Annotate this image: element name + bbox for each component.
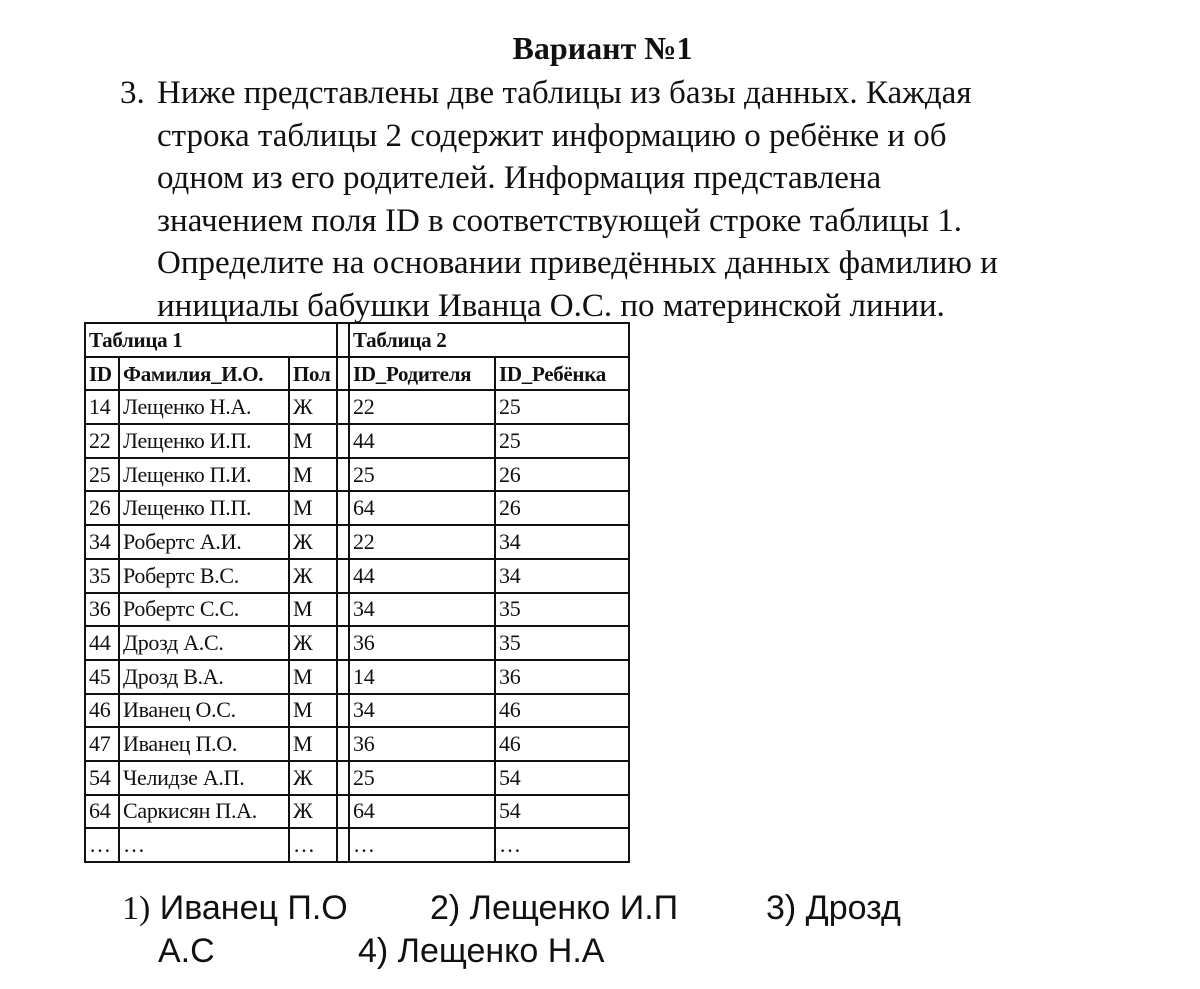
table1-cell-fio: Робертс В.С. xyxy=(119,559,289,593)
table1-caption: Таблица 1 xyxy=(85,323,337,357)
answer-option-1-number: 1) xyxy=(122,890,151,927)
table2-cell-child-id: 25 xyxy=(495,424,629,458)
table-separator xyxy=(337,357,349,391)
table1-cell-pol: Ж xyxy=(289,525,337,559)
table-row xyxy=(85,694,629,728)
answer-options xyxy=(122,887,901,972)
table1-header-fio: Фамилия_И.О. xyxy=(119,357,289,391)
table1-cell-fio: … xyxy=(119,828,289,862)
table-caption-row xyxy=(85,323,629,357)
task-line: одном из его родителей. Информация представлена xyxy=(157,160,882,197)
table-row xyxy=(85,390,629,424)
table2-cell-child-id: 25 xyxy=(495,390,629,424)
answer-row xyxy=(122,887,901,930)
task-line: значением поля ID в соответствующей строке таблицы 1. xyxy=(157,202,963,239)
table1-cell-id: 45 xyxy=(85,660,119,694)
table-separator xyxy=(337,491,349,525)
table1-cell-fio: Робертс С.С. xyxy=(119,593,289,627)
table1-cell-id: 26 xyxy=(85,491,119,525)
table1-cell-id: 22 xyxy=(85,424,119,458)
database-tables-body xyxy=(85,323,629,862)
table1-header-id: ID xyxy=(85,357,119,391)
table-row xyxy=(85,424,629,458)
answer-option-1-text: Иванец П.О xyxy=(159,889,348,927)
table-separator xyxy=(337,525,349,559)
table2-cell-parent-id: 44 xyxy=(349,424,495,458)
table1-cell-pol: М xyxy=(289,458,337,492)
table-separator xyxy=(337,828,349,862)
table1-cell-pol: М xyxy=(289,593,337,627)
table1-cell-id: 47 xyxy=(85,727,119,761)
table-row xyxy=(85,795,629,829)
table1-cell-id: 35 xyxy=(85,559,119,593)
table2-caption: Таблица 2 xyxy=(349,323,629,357)
table-row xyxy=(85,559,629,593)
table2-cell-parent-id: 34 xyxy=(349,593,495,627)
table-separator xyxy=(337,458,349,492)
table1-cell-fio: Робертс А.И. xyxy=(119,525,289,559)
table2-cell-child-id: 54 xyxy=(495,795,629,829)
table2-cell-parent-id: 34 xyxy=(349,694,495,728)
table1-cell-fio: Дрозд А.С. xyxy=(119,626,289,660)
table-separator xyxy=(337,593,349,627)
table-row xyxy=(85,458,629,492)
table2-header-parent: ID_Родителя xyxy=(349,357,495,391)
table2-cell-parent-id: 64 xyxy=(349,491,495,525)
table-separator xyxy=(337,323,349,357)
table2-header-child: ID_Ребёнка xyxy=(495,357,629,391)
table1-cell-fio: Иванец П.О. xyxy=(119,727,289,761)
table-separator xyxy=(337,660,349,694)
table1-cell-fio: Лещенко П.И. xyxy=(119,458,289,492)
table1-cell-pol: М xyxy=(289,694,337,728)
table2-cell-child-id: 35 xyxy=(495,626,629,660)
table1-cell-id: 36 xyxy=(85,593,119,627)
table-separator xyxy=(337,424,349,458)
table-row xyxy=(85,660,629,694)
table2-cell-parent-id: 25 xyxy=(349,761,495,795)
table2-cell-parent-id: 22 xyxy=(349,525,495,559)
task-line: инициалы бабушки Иванца О.С. по материнской линии. xyxy=(157,287,945,324)
answer-option-4: 4) Лещенко Н.А xyxy=(358,932,605,970)
table2-cell-child-id: 46 xyxy=(495,694,629,728)
table2-cell-parent-id: 64 xyxy=(349,795,495,829)
task-body xyxy=(157,72,1120,328)
table2-cell-child-id: 34 xyxy=(495,525,629,559)
table-row xyxy=(85,828,629,862)
table-separator xyxy=(337,761,349,795)
table1-cell-fio: Лещенко Н.А. xyxy=(119,390,289,424)
table2-cell-child-id: 34 xyxy=(495,559,629,593)
table-row xyxy=(85,626,629,660)
table-separator xyxy=(337,795,349,829)
table2-cell-parent-id: 22 xyxy=(349,390,495,424)
table2-cell-parent-id: 14 xyxy=(349,660,495,694)
table2-cell-parent-id: 36 xyxy=(349,727,495,761)
table1-cell-pol: М xyxy=(289,727,337,761)
table-header-row xyxy=(85,357,629,391)
table-separator xyxy=(337,727,349,761)
table2-cell-child-id: 35 xyxy=(495,593,629,627)
table2-cell-child-id: 54 xyxy=(495,761,629,795)
table-row xyxy=(85,491,629,525)
table1-cell-fio: Челидзе А.П. xyxy=(119,761,289,795)
table2-cell-child-id: 26 xyxy=(495,491,629,525)
table1-cell-pol: Ж xyxy=(289,795,337,829)
table1-cell-id: 44 xyxy=(85,626,119,660)
table-separator xyxy=(337,559,349,593)
table1-cell-pol: Ж xyxy=(289,626,337,660)
table2-cell-parent-id: 36 xyxy=(349,626,495,660)
table1-cell-fio: Лещенко П.П. xyxy=(119,491,289,525)
task-number: 3. xyxy=(120,75,145,111)
table2-cell-parent-id: 25 xyxy=(349,458,495,492)
table1-cell-pol: Ж xyxy=(289,761,337,795)
answer-option-2: 2) Лещенко И.П xyxy=(430,889,679,927)
table1-cell-id: 25 xyxy=(85,458,119,492)
database-tables xyxy=(84,322,630,863)
table1-cell-pol: Ж xyxy=(289,390,337,424)
table-row xyxy=(85,727,629,761)
table2-cell-child-id: 36 xyxy=(495,660,629,694)
task-line: Ниже представлены две таблицы из базы данных. Каждая xyxy=(157,75,972,111)
table1-cell-id: 34 xyxy=(85,525,119,559)
table1-cell-pol: М xyxy=(289,491,337,525)
table-row xyxy=(85,761,629,795)
table1-cell-id: … xyxy=(85,828,119,862)
task-line: строка таблицы 2 содержит информацию о ребёнке и об xyxy=(157,117,947,154)
table1-cell-id: 14 xyxy=(85,390,119,424)
table1-cell-fio: Дрозд В.А. xyxy=(119,660,289,694)
table2-cell-parent-id: 44 xyxy=(349,559,495,593)
answer-option-3-continued: А.С xyxy=(158,932,215,970)
variant-title: Вариант №1 xyxy=(512,30,693,66)
table1-cell-fio: Лещенко И.П. xyxy=(119,424,289,458)
answer-row xyxy=(122,930,901,972)
table1-cell-pol: Ж xyxy=(289,559,337,593)
table1-cell-id: 54 xyxy=(85,761,119,795)
table2-cell-child-id: 26 xyxy=(495,458,629,492)
table2-cell-child-id: 46 xyxy=(495,727,629,761)
table-separator xyxy=(337,390,349,424)
table1-cell-fio: Иванец О.С. xyxy=(119,694,289,728)
table1-cell-pol: … xyxy=(289,828,337,862)
task-text xyxy=(120,72,1120,328)
table1-cell-pol: М xyxy=(289,660,337,694)
table2-cell-child-id: … xyxy=(495,828,629,862)
table2-cell-parent-id: … xyxy=(349,828,495,862)
table-separator xyxy=(337,694,349,728)
table-row xyxy=(85,525,629,559)
table1-cell-id: 46 xyxy=(85,694,119,728)
table-row xyxy=(85,593,629,627)
table1-cell-pol: М xyxy=(289,424,337,458)
table1-cell-id: 64 xyxy=(85,795,119,829)
table1-header-pol: Пол xyxy=(289,357,337,391)
answer-option-3: 3) Дрозд xyxy=(766,889,901,927)
table1-cell-fio: Саркисян П.А. xyxy=(119,795,289,829)
table-separator xyxy=(337,626,349,660)
task-line: Определите на основании приведённых данных фамилию и xyxy=(157,245,998,282)
answer-option-1 xyxy=(122,887,430,930)
